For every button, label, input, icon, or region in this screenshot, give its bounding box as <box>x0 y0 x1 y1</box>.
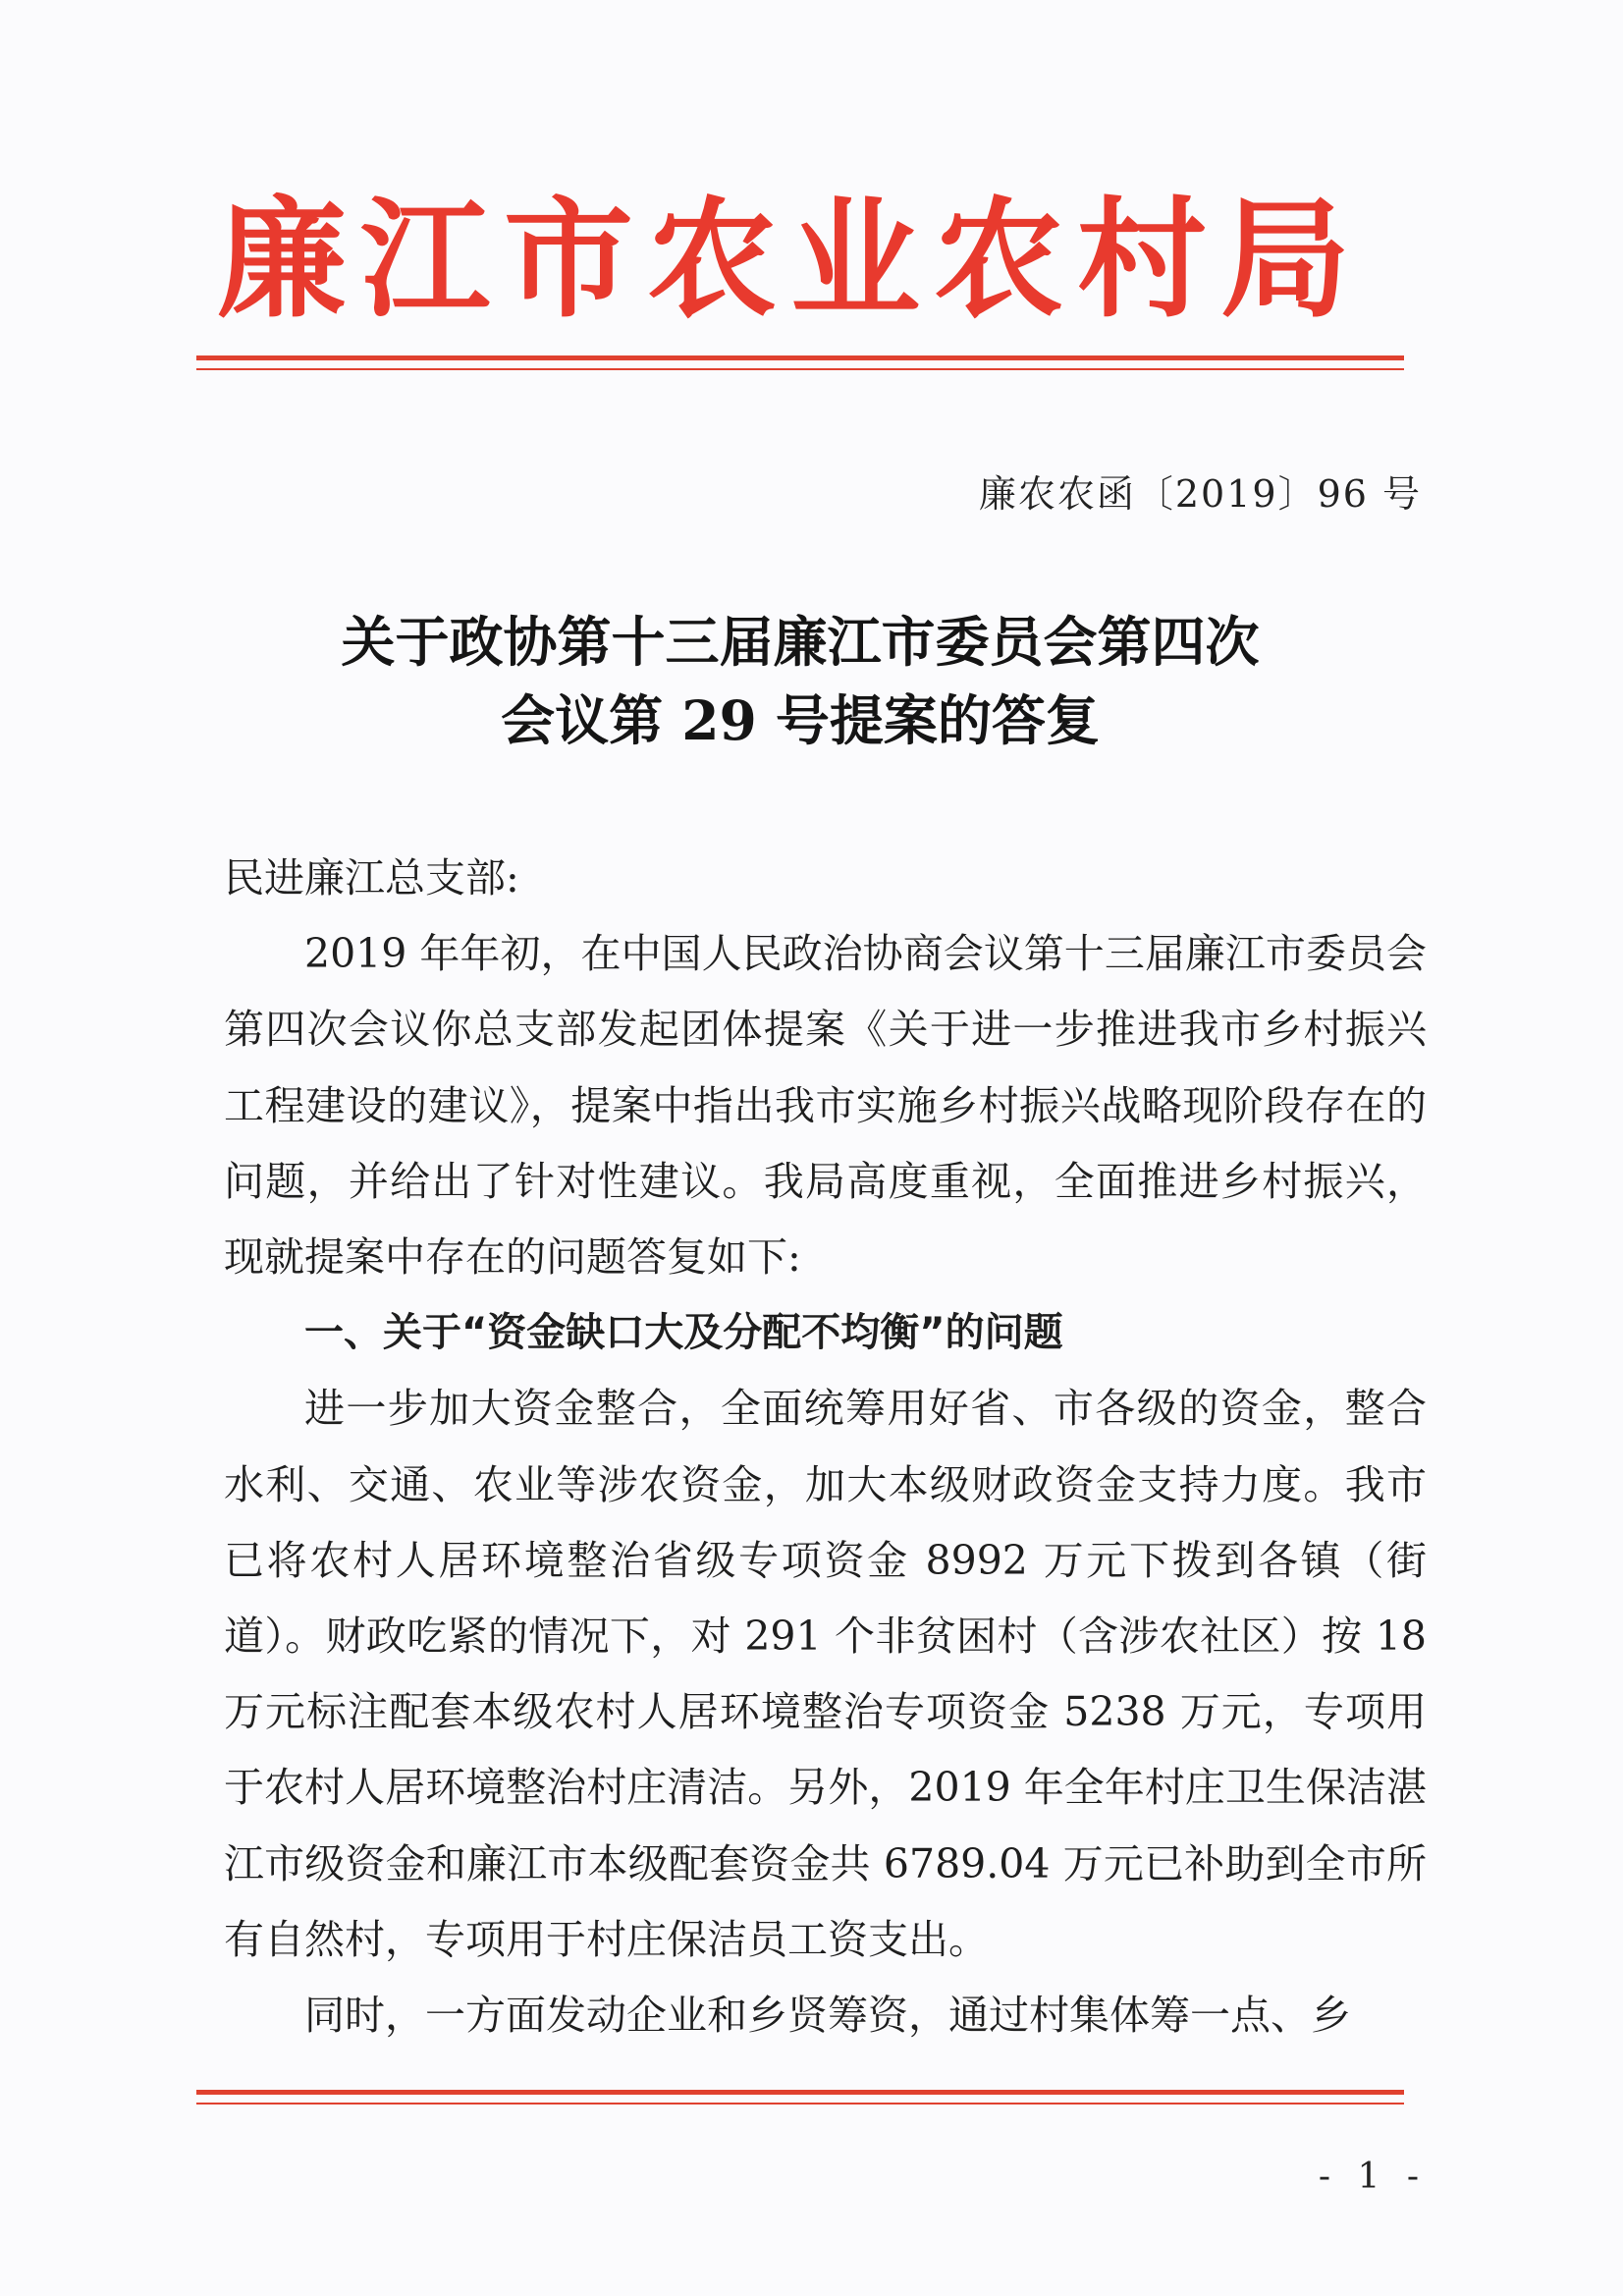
section-heading-1: 一、关于“资金缺口大及分配不均衡”的问题 <box>304 1310 1063 1356</box>
title-line-1: 关于政协第十三届廉江市委员会第四次 <box>341 610 1260 674</box>
document-title <box>196 603 1404 760</box>
paragraph-funding: 进一步加大资金整合，全面统筹用好省、市各级的资金，整合水利、交通、农业等涉农资金，加大本级财政资金支持力度。我市已将农村人居环境整治省级专项资金 8992 万元下拨到各镇（街道）。财政吃紧的情况下，对 291 个非贫困村（含涉农社区）按 18 万元标注配套本级农村人居环境整治专项资金 5238 万元，专项用于农村人居环境整治村庄清洁。另外，2019 年全年村庄卫生保洁湛江市级资金和廉江市本级配套资金共 6789.04 万元已补助到全市所有自然村，专项用于村庄保洁员工资支出。 <box>224 1385 1427 1963</box>
header-red-rule-thick <box>196 355 1404 360</box>
document-number: 廉农农函〔2019〕96 号 <box>978 472 1422 516</box>
agency-masthead: 廉江市农业农村局 <box>217 184 1364 336</box>
footer-red-rule-thin <box>196 2103 1404 2105</box>
title-line-2: 会议第 29 号提案的答复 <box>501 688 1100 752</box>
footer-red-rule-thick <box>196 2090 1404 2095</box>
salutation: 民进廉江总支部: <box>224 854 519 902</box>
header-red-rule-thin <box>196 368 1404 370</box>
paragraph-intro: 2019 年年初，在中国人民政治协商会议第十三届廉江市委员会第四次会议你总支部发起团体提案《关于进一步推进我市乡村振兴工程建设的建议》，提案中指出我市实施乡村振兴战略现阶段存在的问题，并给出了针对性建议。我局高度重视，全面推进乡村振兴，现就提案中存在的问题答复如下: <box>224 930 1427 1282</box>
document-body <box>224 841 1427 2053</box>
page-number: - 1 - <box>1318 2157 1427 2197</box>
paragraph-continued: 同时，一方面发动企业和乡贤筹资，通过村集体筹一点、乡 <box>304 1992 1351 2040</box>
